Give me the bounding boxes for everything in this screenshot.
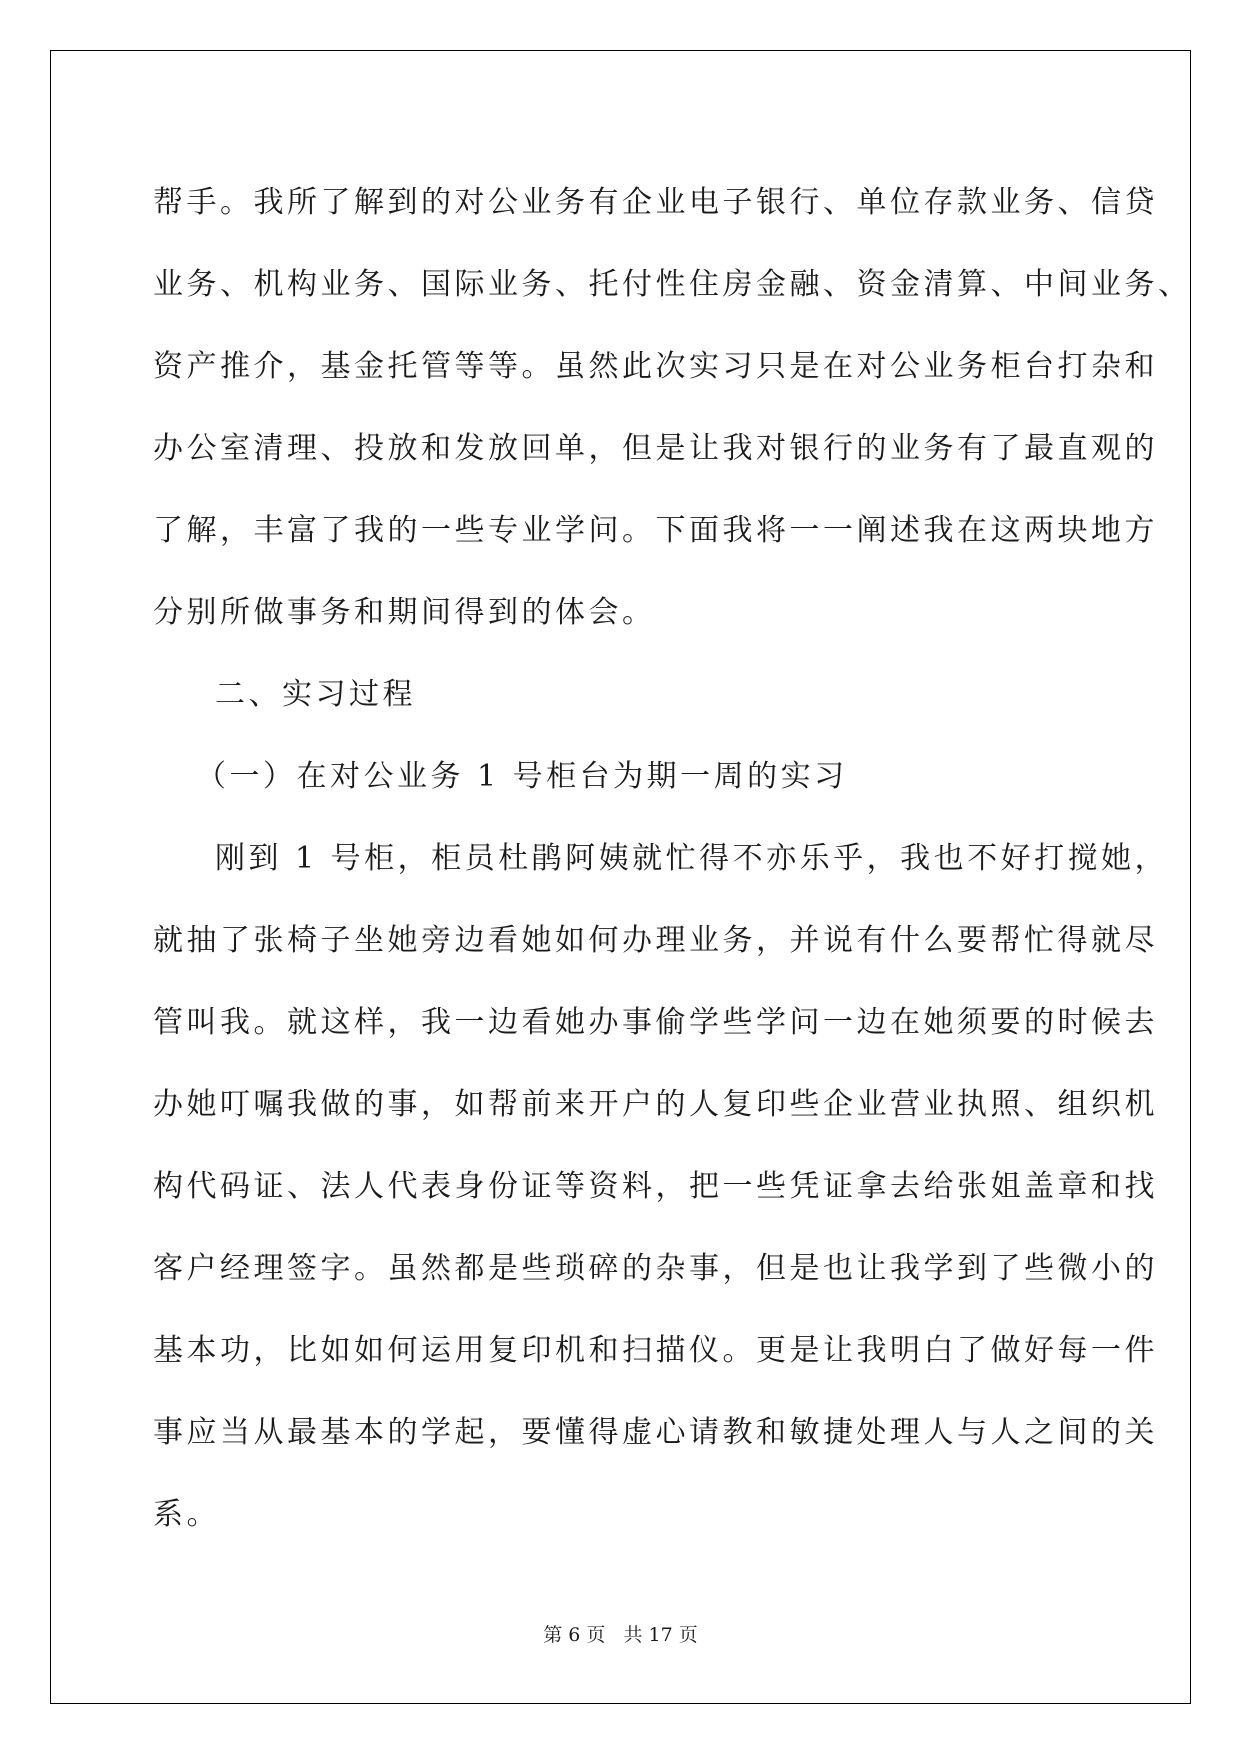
text-line: 客户经理签字。虽然都是些琐碎的杂事，但是也让我学到了些微小的: [153, 1251, 1158, 1286]
text-line: 管叫我。就这样，我一边看她办事偷学些学问一边在她须要的时候去: [153, 1005, 1158, 1040]
text-line: 办公室清理、投放和发放回单，但是让我对银行的业务有了最直观的: [153, 431, 1158, 466]
text-line: 事应当从最基本的学起，要懂得虚心请教和敏捷处理人与人之间的关: [153, 1415, 1158, 1450]
text-line: 办她叮嘱我做的事，如帮前来开户的人复印些企业营业执照、组织机: [153, 1087, 1158, 1122]
text-line: 分别所做事务和期间得到的体会。: [153, 595, 656, 630]
text-line: 基本功，比如如何运用复印机和扫描仪。更是让我明白了做好每一件: [153, 1333, 1158, 1368]
text-line: 了解，丰富了我的一些专业学问。下面我将一一阐述我在这两块地方: [153, 513, 1158, 548]
subsection-heading: （一）在对公业务 1 号柜台为期一周的实习: [196, 759, 848, 794]
text-line: 系。: [153, 1497, 220, 1532]
document-body: [153, 162, 1192, 1556]
text-line: 刚到 1 号柜，柜员杜鹃阿姨就忙得不亦乐乎，我也不好打搅她，: [215, 841, 1169, 876]
text-line: 构代码证、法人代表身份证等资料，把一些凭证拿去给张姐盖章和找: [153, 1169, 1158, 1204]
section-heading: 二、实习过程: [215, 677, 416, 712]
page-total: 共 17 页: [623, 1624, 698, 1646]
text-line: 业务、机构业务、国际业务、托付性住房金融、资金清算、中间业务、: [153, 267, 1192, 302]
text-line: 帮手。我所了解到的对公业务有企业电子银行、单位存款业务、信贷: [153, 185, 1158, 220]
page-number: 第 6 页: [543, 1624, 606, 1646]
page-footer: [0, 1620, 1241, 1647]
text-line: 资产推介，基金托管等等。虽然此次实习只是在对公业务柜台打杂和: [153, 349, 1158, 384]
text-line: 就抽了张椅子坐她旁边看她如何办理业务，并说有什么要帮忙得就尽: [153, 923, 1158, 958]
